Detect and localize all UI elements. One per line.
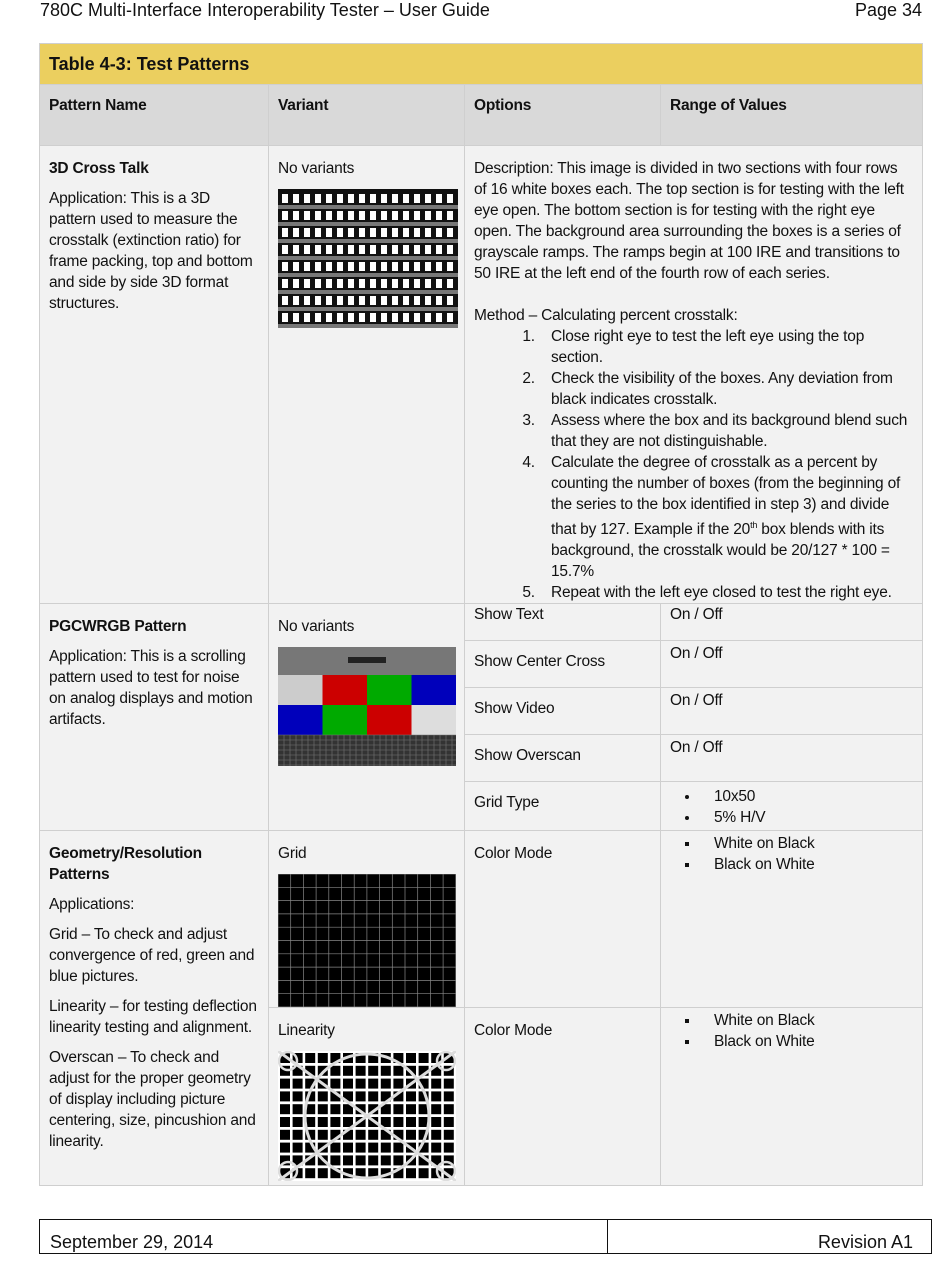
color-mode-values (670, 1010, 913, 1052)
footer-date: September 29, 2014 (40, 1220, 608, 1253)
column-header-options: Options (465, 85, 661, 146)
pattern-application: Application: This is a scrolling pattern used to test for noise on analog displays and motion artifacts. (49, 648, 253, 729)
table-row (40, 831, 923, 1008)
list-item: 2. Check the visibility of the boxes. Any deviation from black indicates crosstalk. (539, 368, 913, 410)
pattern-application: Application: This is a 3D pattern used to measure the crosstalk (extinction ratio) for frame packing, top and bottom and side by side 3D format structures. (49, 190, 253, 312)
grid-type-values (670, 786, 913, 828)
variant-label: Linearity (278, 1022, 335, 1040)
page-number: Page 34 (854, 0, 922, 20)
list-item: ▪ White on Black (700, 833, 913, 854)
application-grid: Grid – To check and adjust convergence of red, green and blue pictures. (49, 926, 255, 986)
list-item: ▪ Black on White (700, 854, 913, 875)
option-value: On / Off (661, 688, 923, 735)
document-title: 780C Multi-Interface Interoperability Tester – User Guide (40, 0, 490, 20)
variant-label: Grid (278, 845, 307, 863)
crosstalk-description: Description: This image is divided in two sections with four rows of 16 white boxes each. The top section is for testing with the left eye open. The bottom section is for testing with the right eye open. The background area surrounding the boxes is a series of grayscale ramps. The ramps begin at 100 IRE and transitions to 50 IRE at the left end of the fourth row of each series. (474, 160, 904, 282)
applications-heading: Applications: (49, 896, 135, 914)
option-label: Color Mode (465, 831, 661, 1008)
option-label: Show Overscan (465, 735, 661, 782)
pattern-name: PGCWRGB Pattern (49, 618, 187, 636)
option-label: Show Video (465, 688, 661, 735)
option-label: Show Text (465, 604, 661, 641)
pattern-name: Geometry/Resolution Patterns (49, 845, 202, 884)
grid-pattern-image (278, 874, 456, 1007)
method-heading: Method – Calculating percent crosstalk: (474, 307, 738, 324)
variant-label: No variants (278, 618, 355, 636)
table-row (40, 146, 923, 604)
test-patterns-table (39, 43, 923, 1186)
list-item: 5. Repeat with the left eye closed to test the right eye. (539, 582, 913, 603)
pgcwrgb-pattern-image (278, 647, 456, 766)
option-label: Grid Type (465, 782, 661, 831)
option-value: On / Off (661, 735, 923, 782)
footer-revision: Revision A1 (817, 1232, 913, 1252)
option-label: Color Mode (465, 1008, 661, 1186)
list-item: 1. Close right eye to test the left eye using the top section. (539, 326, 913, 368)
option-value: On / Off (661, 641, 923, 688)
superscript: th (750, 520, 758, 530)
list-item: ▪ White on Black (700, 1010, 913, 1031)
list-item: • 10x50 (700, 786, 913, 807)
list-item (539, 452, 913, 582)
column-header-range-of-values: Range of Values (661, 85, 923, 146)
pattern-name: 3D Cross Talk (49, 160, 149, 177)
color-mode-values (670, 833, 913, 875)
list-item: 3. Assess where the box and its background blend such that they are not distinguishable. (539, 410, 913, 452)
option-label: Show Center Cross (465, 641, 661, 688)
table-title: Table 4-3: Test Patterns (40, 44, 923, 85)
crosstalk-pattern-image (278, 189, 458, 328)
option-value: On / Off (661, 604, 923, 641)
variant-label: No variants (278, 160, 355, 177)
application-overscan: Overscan – To check and adjust for the proper geometry of display including picture centering, size, pincushion and linearity. (49, 1049, 256, 1151)
method-steps (474, 326, 913, 603)
list-item: • 5% H/V (700, 807, 913, 828)
page-footer (39, 1219, 932, 1254)
column-header-variant: Variant (269, 85, 465, 146)
list-item: ▪ Black on White (700, 1031, 913, 1052)
linearity-pattern-image (278, 1051, 456, 1181)
application-linearity: Linearity – for testing deflection linearity testing and alignment. (49, 998, 257, 1037)
step-text-tail: box blends with its background, the crosstalk would be 20/127 * 100 = 15.7% (551, 521, 890, 581)
step-text: Calculate the degree of crosstalk as a percent by counting the number of boxes (from the beginning of the series to the box identified in step 3) and divide that by 127. Example if the 20 (551, 454, 901, 539)
table-row (40, 604, 923, 641)
column-header-pattern-name: Pattern Name (40, 85, 269, 146)
